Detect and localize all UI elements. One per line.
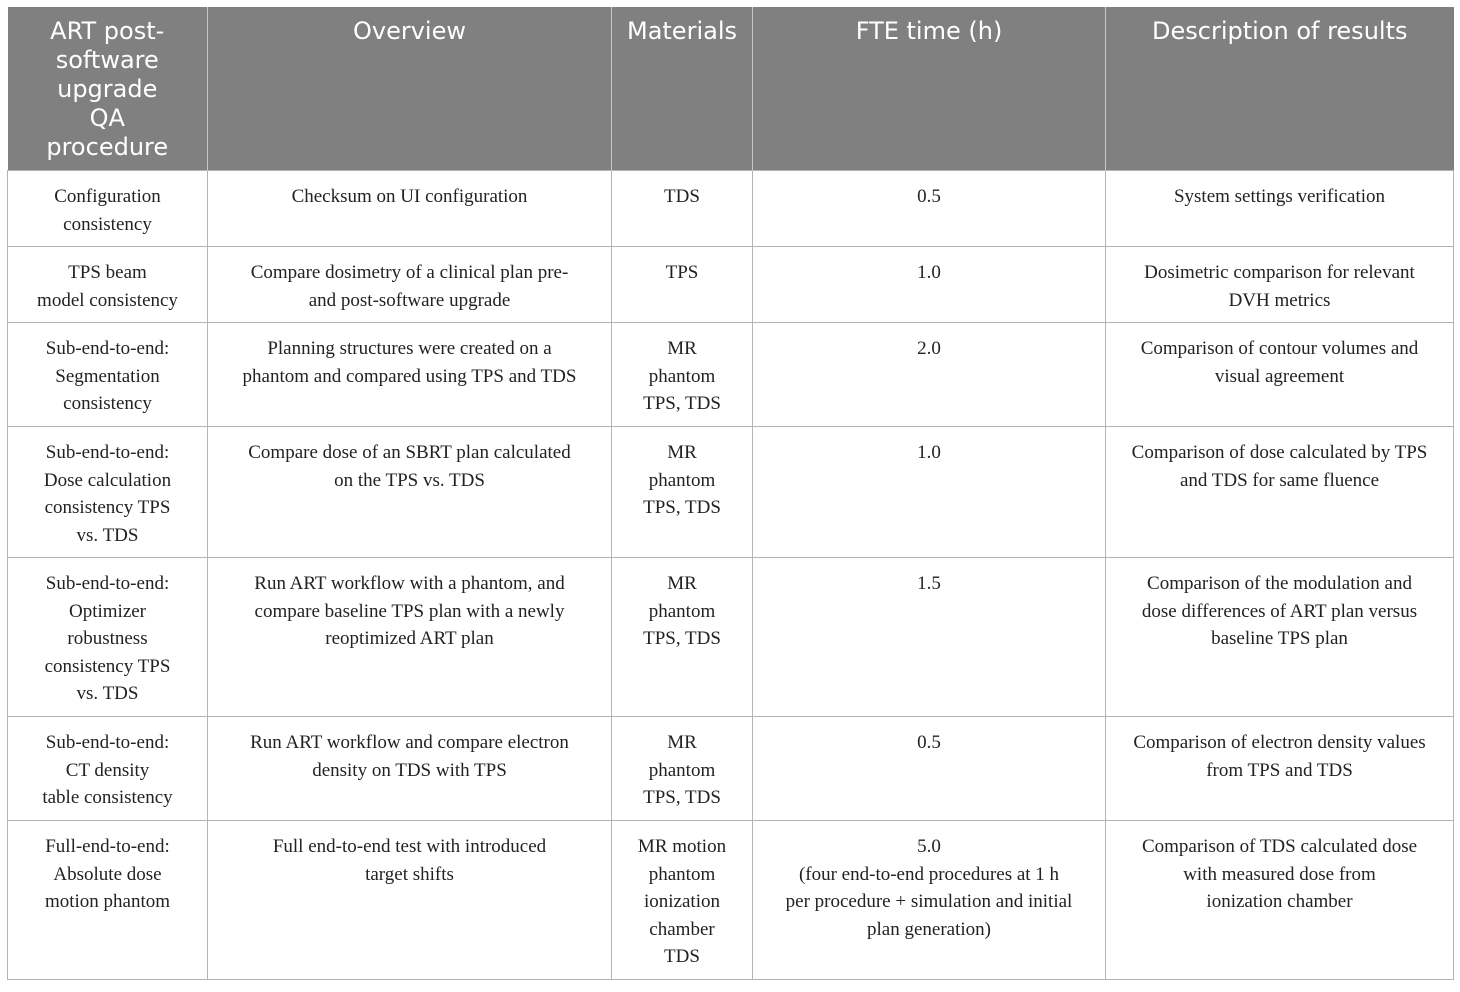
- description-cell: Comparison of the modulation and dose differences of ART plan versus baseline TPS plan: [1106, 558, 1454, 717]
- overview-cell: Run ART workflow with a phantom, and compare baseline TPS plan with a newly reoptimized ART plan: [208, 558, 612, 717]
- description-cell: Comparison of contour volumes and visual agreement: [1106, 323, 1454, 427]
- procedure-cell: Sub-end-to-end: Optimizer robustness consistency TPS vs. TDS: [8, 558, 208, 717]
- description-cell: Comparison of electron density values from TPS and TDS: [1106, 717, 1454, 821]
- header-row: [8, 7, 1454, 171]
- fte-time-cell: 5.0 (four end-to-end procedures at 1 h per procedure + simulation and initial plan generation): [753, 821, 1106, 980]
- table-row: [8, 558, 1454, 717]
- fte-time-cell: 0.5: [753, 171, 1106, 247]
- procedure-cell: TPS beam model consistency: [8, 247, 208, 323]
- description-cell: System settings verification: [1106, 171, 1454, 247]
- materials-cell: TDS: [612, 171, 753, 247]
- overview-cell: Planning structures were created on a phantom and compared using TPS and TDS: [208, 323, 612, 427]
- procedure-cell: Full-end-to-end: Absolute dose motion phantom: [8, 821, 208, 980]
- materials-cell: MR phantom TPS, TDS: [612, 323, 753, 427]
- table-row: [8, 821, 1454, 980]
- procedure-cell: Configuration consistency: [8, 171, 208, 247]
- overview-cell: Full end-to-end test with introduced target shifts: [208, 821, 612, 980]
- description-cell: Comparison of TDS calculated dose with measured dose from ionization chamber: [1106, 821, 1454, 980]
- table-row: [8, 247, 1454, 323]
- fte-time-cell: 1.5: [753, 558, 1106, 717]
- description-cell: Comparison of dose calculated by TPS and TDS for same fluence: [1106, 427, 1454, 558]
- description-cell: Dosimetric comparison for relevant DVH metrics: [1106, 247, 1454, 323]
- table-row: [8, 427, 1454, 558]
- procedure-cell: Sub-end-to-end: Dose calculation consistency TPS vs. TDS: [8, 427, 208, 558]
- fte-time-cell: 0.5: [753, 717, 1106, 821]
- table-row: [8, 171, 1454, 247]
- materials-cell: MR phantom TPS, TDS: [612, 427, 753, 558]
- header-overview: Overview: [208, 7, 612, 171]
- fte-time-cell: 2.0: [753, 323, 1106, 427]
- overview-cell: Compare dose of an SBRT plan calculated on the TPS vs. TDS: [208, 427, 612, 558]
- overview-cell: Checksum on UI configuration: [208, 171, 612, 247]
- procedure-cell: Sub-end-to-end: Segmentation consistency: [8, 323, 208, 427]
- materials-cell: MR phantom TPS, TDS: [612, 558, 753, 717]
- overview-cell: Run ART workflow and compare electron density on TDS with TPS: [208, 717, 612, 821]
- header-procedure: ART post- software upgrade QA procedure: [8, 7, 208, 171]
- fte-time-cell: 1.0: [753, 247, 1106, 323]
- header-materials: Materials: [612, 7, 753, 171]
- overview-cell: Compare dosimetry of a clinical plan pre- and post-software upgrade: [208, 247, 612, 323]
- materials-cell: TPS: [612, 247, 753, 323]
- qa-procedure-table: [7, 7, 1454, 980]
- header-description: Description of results: [1106, 7, 1454, 171]
- table-row: [8, 717, 1454, 821]
- table-row: [8, 323, 1454, 427]
- fte-time-cell: 1.0: [753, 427, 1106, 558]
- table-header: [8, 7, 1454, 171]
- materials-cell: MR phantom TPS, TDS: [612, 717, 753, 821]
- table-body: [8, 171, 1454, 980]
- header-fte-time: FTE time (h): [753, 7, 1106, 171]
- materials-cell: MR motion phantom ionization chamber TDS: [612, 821, 753, 980]
- procedure-cell: Sub-end-to-end: CT density table consistency: [8, 717, 208, 821]
